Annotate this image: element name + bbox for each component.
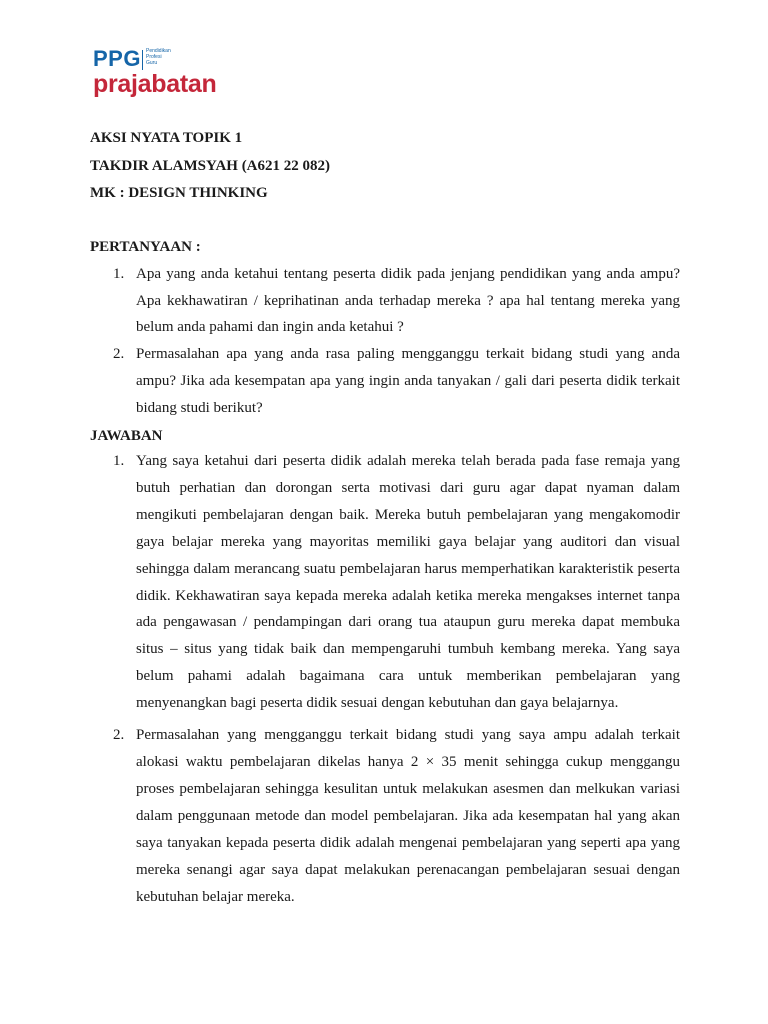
list-item — [90, 448, 680, 717]
logo-subtitle: Pendidikan Profesi Guru — [146, 48, 171, 66]
logo-ppg-text: PPG — [93, 46, 141, 71]
list-number: 1. — [113, 266, 125, 282]
question-text: Permasalahan apa yang anda rasa paling mengganggu terkait bidang studi yang anda ampu? Jika ada kesempatan apa yang ingin anda tanyakan / gali dari peserta didik terkait bidang studi berikut? — [136, 346, 680, 416]
question-text: Apa yang anda ketahui tentang peserta didik pada jenjang pendidikan yang anda ampu? Apa kekhawatiran / keprihatinan anda terhadap mereka ? apa hal tentang mereka yang belum anda pahami dan ingin anda ketahui ? — [136, 266, 680, 336]
list-item — [90, 722, 680, 910]
list-number: 2. — [113, 727, 125, 744]
logo-prajabatan-text: prajabatan — [93, 70, 217, 98]
list-number: 2. — [113, 346, 125, 363]
questions-list — [90, 261, 680, 421]
ppg-prajabatan-logo — [93, 46, 233, 104]
answers-list — [90, 448, 680, 910]
questions-heading: PERTANYAAN : — [90, 239, 201, 255]
answer-text: Yang saya ketahui dari peserta didik adalah mereka telah berada pada fase remaja yang butuh perhatian dan dorongan serta motivasi dari guru agar dapat nyaman dalam mengikuti pembelajaran dengan baik. Mereka butuh pembelajaran yang mengakomodir gaya belajar mereka yang mayoritas memiliki gaya belajar yang auditori dan visual sehingga dalam merancang suatu pembelajaran harus memperhatikan karakteristik peserta didik. Kekhawatiran saya kepada mereka adalah ketika mereka mengakses internet tanpa ada pengawasan / pendampingan dari orang tua ataupun guru mereka dapat membuka situs – situs yang tidak baik dan mempengaruhi tumbuh kembang mereka. Yang saya belum pahami adalah bagaimana cara untuk memberikan pembelajaran yang menyenangkan bagi peserta didik sesuai dengan kebutuhan dan gaya belajarnya. — [136, 453, 680, 712]
logo-divider — [142, 50, 143, 70]
list-item — [90, 341, 680, 421]
doc-title: AKSI NYATA TOPIK 1 — [90, 130, 243, 146]
course-line: MK : DESIGN THINKING — [90, 185, 268, 201]
list-number: 1. — [113, 453, 125, 469]
list-item — [90, 261, 680, 341]
answers-heading: JAWABAN — [90, 428, 163, 444]
answer-text: Permasalahan yang mengganggu terkait bidang studi yang saya ampu adalah terkait alokasi waktu pembelajaran dikelas hanya 2 × 35 menit sehingga cukup menggangu proses pembelajaran sehingga kesulitan untuk melakukan asesmen dan melkukan variasi dalam penggunaan metode dan model pembelajaran. Jika ada kesempatan hal yang akan saya tanyakan kepada peserta didik adalah mengenai pembelajaran yang seperti apa yang mereka senangi agar saya dapat melakukan perenacangan pembelajaran sesuai dengan kebutuhan belajar mereka. — [136, 727, 680, 905]
author-line: TAKDIR ALAMSYAH (A621 22 082) — [90, 158, 331, 174]
